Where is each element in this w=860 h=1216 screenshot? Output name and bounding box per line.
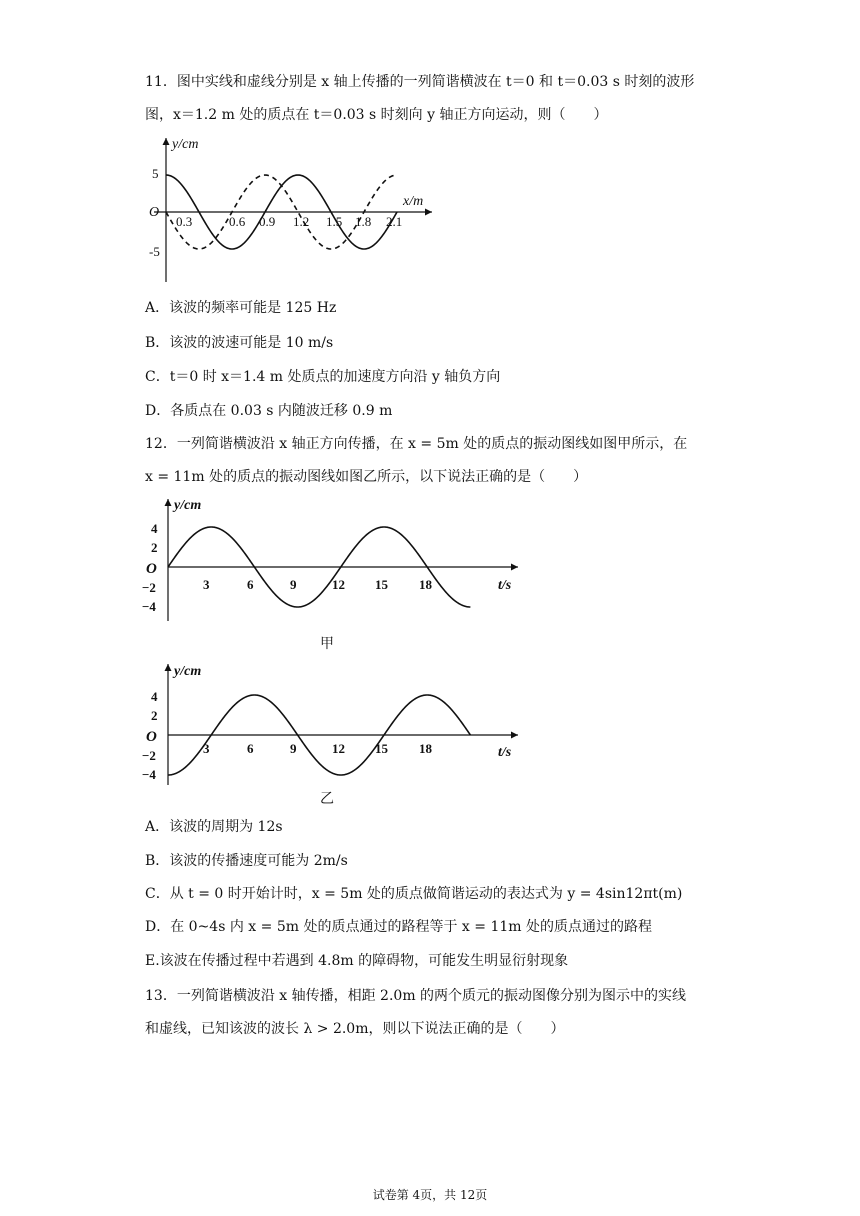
q12-jia-caption: 甲 xyxy=(320,637,334,652)
q12-option-c: C．从 t = 0 时开始计时，x = 5m 处的质点做简谐运动的表达式为 y = 4sin12πt(m) xyxy=(145,886,683,902)
q11-ytick-5: 5 xyxy=(152,166,159,181)
q12-option-e: E.该波在传播过程中若遇到 4.8m 的障碍物，可能发生明显衍射现象 xyxy=(145,953,569,969)
q11-option-a: A．该波的频率可能是 125 Hz xyxy=(145,300,337,316)
q12-stem-line1: 12．一列简谐横波沿 x 轴正方向传播，在 x = 5m 处的质点的振动图线如图甲所示，在 xyxy=(145,436,688,452)
q12-jia-xtick-18: 18 xyxy=(419,577,432,592)
q12-jia-ytick-neg2: −2 xyxy=(142,580,156,595)
page-footer: 试卷第 4页，共 12页 xyxy=(372,1188,488,1202)
q12-stem-line2: x = 11m 处的质点的振动图线如图乙所示，以下说法正确的是（ ） xyxy=(145,469,588,485)
q11-option-b: B．该波的波速可能是 10 m/s xyxy=(145,335,334,351)
q12-yi-ytick-neg2: −2 xyxy=(142,748,156,763)
q11-xtick-1.8: 1.8 xyxy=(355,214,372,229)
q11-stem-line2: 图，x＝1.2 m 处的质点在 t＝0.03 s 时刻向 y 轴正方向运动，则（ ） xyxy=(145,107,608,123)
q12-jia-xtick-15: 15 xyxy=(375,577,388,592)
q12-jia-ytick-4: 4 xyxy=(151,521,158,536)
q11-option-d: D．各质点在 0.03 s 内随波迁移 0.9 m xyxy=(145,403,393,419)
q12-yi-xtick-6: 6 xyxy=(247,741,254,756)
q13-stem-line1: 13．一列简谐横波沿 x 轴传播，相距 2.0m 的两个质元的振动图像分别为图示中的实线 xyxy=(145,988,687,1004)
q12-jia-ytick-2: 2 xyxy=(151,540,158,555)
q11-xtick-0.9: 0.9 xyxy=(259,214,276,229)
q12-yi-y-label: y/cm xyxy=(174,664,202,679)
q12-jia-xtick-6: 6 xyxy=(247,577,254,592)
q12-yi-xtick-15: 15 xyxy=(375,741,388,756)
q11-xtick-1.2: 1.2 xyxy=(293,214,310,229)
q11-xtick-0.6: 0.6 xyxy=(229,214,246,229)
q12-jia-ytick-neg4: −4 xyxy=(142,599,156,614)
q12-yi-xtick-12: 12 xyxy=(332,741,345,756)
q12-graph-jia xyxy=(140,493,530,653)
q12-option-d: D．在 0~4s 内 x = 5m 处的质点通过的路程等于 x = 11m 处的质点通过的路程 xyxy=(145,919,652,935)
q12-option-a: A．该波的周期为 12s xyxy=(145,819,283,835)
q11-xtick-0.3: 0.3 xyxy=(176,214,193,229)
q12-yi-x-label: t/s xyxy=(498,745,512,760)
q12-option-b: B．该波的传播速度可能为 2m/s xyxy=(145,853,348,869)
q12-jia-x-label: t/s xyxy=(498,578,512,593)
q12-yi-ytick-neg4: −4 xyxy=(142,767,156,782)
q12-graph-yi xyxy=(140,660,530,810)
q11-origin: O xyxy=(149,205,160,220)
q13-stem-line2: 和虚线，已知该波的波长 λ > 2.0m，则以下说法正确的是（ ） xyxy=(145,1021,565,1037)
q12-yi-xtick-18: 18 xyxy=(419,741,432,756)
q12-yi-caption: 乙 xyxy=(320,792,334,807)
q12-jia-xtick-9: 9 xyxy=(290,577,297,592)
q12-jia-xtick-3: 3 xyxy=(203,577,210,592)
q12-yi-xtick-9: 9 xyxy=(290,741,297,756)
q11-option-c: C．t＝0 时 x＝1.4 m 处质点的加速度方向沿 y 轴负方向 xyxy=(145,369,501,385)
q11-y-label: y/cm xyxy=(172,137,199,152)
q12-yi-xtick-3: 3 xyxy=(203,741,210,756)
q11-ytick-neg5: -5 xyxy=(149,244,160,259)
q11-x-label: x/m xyxy=(403,194,424,209)
q12-yi-ytick-2: 2 xyxy=(151,708,158,723)
q12-jia-origin: O xyxy=(146,561,157,577)
q11-stem-line1: 11．图中实线和虚线分别是 x 轴上传播的一列简谐横波在 t＝0 和 t＝0.03 s 时刻的波形 xyxy=(145,74,695,90)
q12-jia-y-label: y/cm xyxy=(174,498,202,513)
q12-yi-origin: O xyxy=(146,729,157,745)
q12-jia-xtick-12: 12 xyxy=(332,577,345,592)
q12-yi-ytick-4: 4 xyxy=(151,689,158,704)
q11-xtick-2.1: 2.1 xyxy=(386,214,403,229)
q11-waveform-graph xyxy=(140,130,450,290)
q11-xtick-1.5: 1.5 xyxy=(326,214,343,229)
